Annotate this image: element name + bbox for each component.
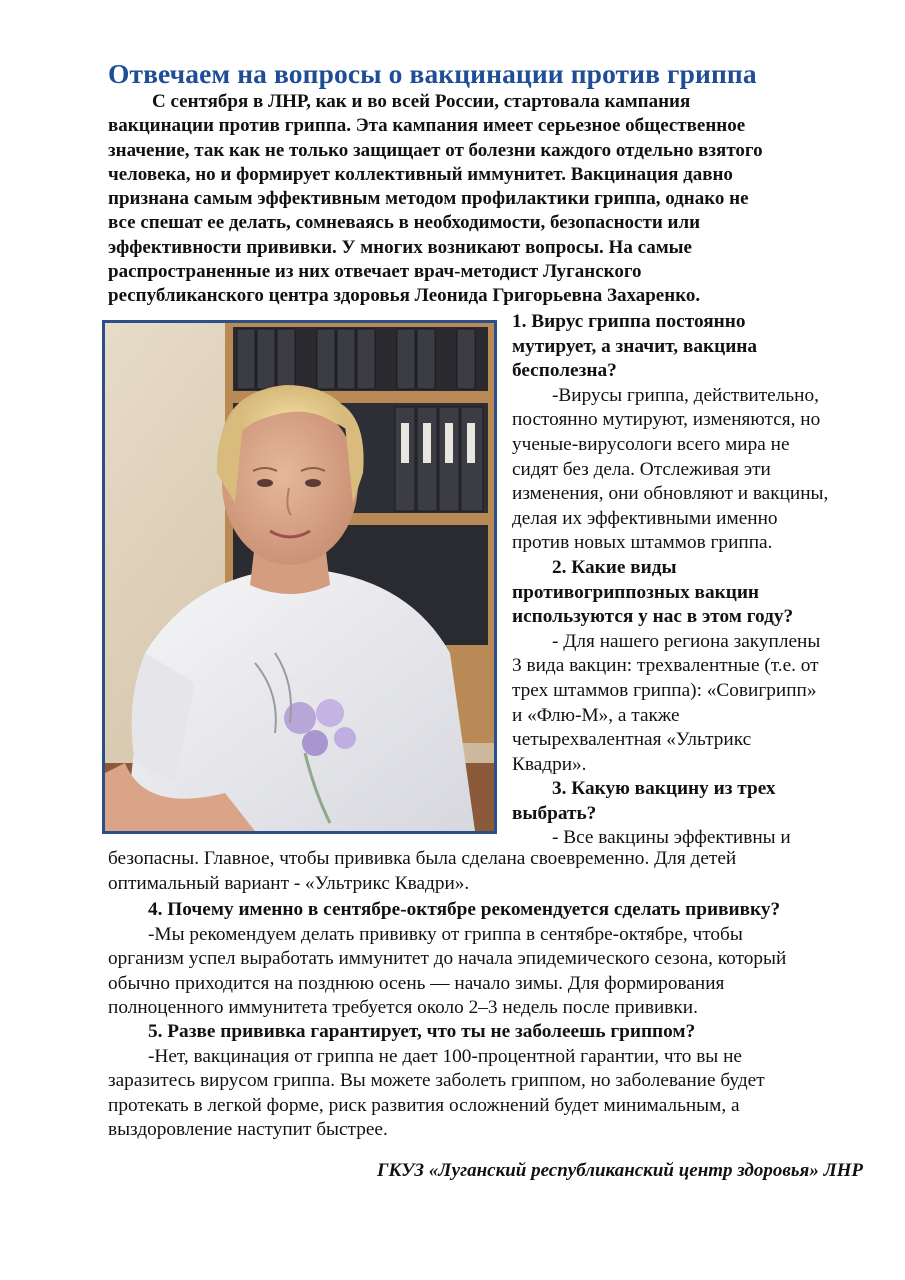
q5-answer-line: -Нет, вакцинация от гриппа не дает 100-процентной гарантии, что вы не bbox=[148, 1045, 742, 1067]
intro-line: республиканского центра здоровья Леонида Григорьевна Захаренко. bbox=[108, 285, 701, 307]
q3-answer-line: безопасны. Главное, чтобы прививка была сделана своевременно. Для детей bbox=[108, 848, 737, 869]
right-column bbox=[512, 310, 872, 851]
article-title: Отвечаем на вопросы о вакцинации против гриппа bbox=[108, 58, 757, 89]
q2-question-line: используются у нас в этом году? bbox=[512, 606, 794, 628]
q2-question-line: противогриппозных вакцин bbox=[512, 581, 760, 603]
q4-answer-line: -Мы рекомендуем делать прививку от гриппа в сентябре-октябре, чтобы bbox=[148, 923, 743, 945]
q5-block bbox=[108, 1020, 868, 1143]
q2-answer-line: Квадри». bbox=[512, 753, 587, 775]
q1-question-line: 1. Вирус гриппа постоянно bbox=[512, 311, 746, 332]
q2-answer-line: 3 вида вакцин: трехвалентные (т.е. от bbox=[512, 655, 819, 677]
q5-answer-line: протекать в легкой форме, риск развития осложнений будет минимальным, а bbox=[108, 1094, 740, 1116]
intro-line: признана самым эффективным методом профилактики гриппа, однако не bbox=[108, 188, 749, 210]
q4-answer-line: обычно приходится на позднюю осень — начало зимы. Для формирования bbox=[108, 972, 725, 994]
q5-question: 5. Разве прививка гарантирует, что ты не заболеешь гриппом? bbox=[148, 1021, 696, 1042]
q5-answer-line: заразитесь вирусом гриппа. Вы можете заболеть гриппом, но заболевание будет bbox=[108, 1070, 765, 1092]
q2-question-line: 2. Какие виды bbox=[552, 556, 677, 578]
intro-paragraph bbox=[108, 90, 860, 309]
q5-answer-line: выздоровление наступит быстрее. bbox=[108, 1119, 388, 1141]
q2-answer-line: и «Флю-М», а также bbox=[512, 704, 680, 726]
q1-answer-line: изменения, они обновляют и вакцины, bbox=[512, 483, 829, 505]
intro-line: значение, так как не только защищает от болезни каждого отдельно взятого bbox=[108, 139, 763, 161]
q1-answer-line: постоянно мутируют, изменяются, но bbox=[512, 409, 821, 431]
q1-question-line: бесполезна? bbox=[512, 360, 617, 382]
q4-question: 4. Почему именно в сентябре-октябре рекомендуется сделать прививку? bbox=[148, 899, 781, 920]
q3-question-line: выбрать? bbox=[512, 802, 597, 824]
intro-line: С сентября в ЛНР, как и во всей России, стартовала кампания bbox=[152, 91, 691, 112]
q4-block bbox=[108, 898, 868, 1021]
q1-answer-line: ученые-вирусологи всего мира не bbox=[512, 433, 790, 455]
intro-line: все спешат ее делать, сомневаясь в необходимости, безопасности или bbox=[108, 212, 701, 234]
intro-line: распространенные из них отвечает врач-методист Луганского bbox=[108, 261, 642, 283]
portrait-illustration bbox=[105, 323, 494, 831]
q3-question-line: 3. Какую вакцину из трех bbox=[552, 778, 776, 800]
intro-line: эффективности прививки. У многих возникают вопросы. На самые bbox=[108, 236, 692, 258]
q3-answer-line: оптимальный вариант - «Ультрикс Квадри». bbox=[108, 872, 470, 894]
q1-answer-line: против новых штаммов гриппа. bbox=[512, 532, 773, 554]
q1-question-line: мутирует, а значит, вакцина bbox=[512, 335, 758, 357]
intro-line: человека, но и формирует коллективный иммунитет. Вакцинация давно bbox=[108, 163, 733, 185]
q4-answer-line: организм успел выработать иммунитет до начала эпидемического сезона, который bbox=[108, 948, 787, 970]
q2-answer-line: - Для нашего региона закуплены bbox=[552, 630, 821, 652]
portrait-photo bbox=[102, 320, 497, 834]
intro-line: вакцинации против гриппа. Эта кампания имеет серьезное общественное bbox=[108, 115, 746, 137]
signature: ГКУЗ «Луганский республиканский центр здоровья» ЛНР bbox=[377, 1160, 863, 1181]
q1-answer-line: делая их эффективными именно bbox=[512, 507, 778, 529]
q3-answer-line: - Все вакцины эффективны и bbox=[552, 827, 791, 849]
q1-answer-line: сидят без дела. Отслеживая эти bbox=[512, 458, 771, 480]
q1-answer-line: -Вирусы гриппа, действительно, bbox=[552, 384, 819, 406]
q2-answer-line: трех штаммов гриппа): «Совигрипп» bbox=[512, 679, 817, 701]
q3-answer-continued bbox=[108, 847, 868, 896]
q2-answer-line: четырехвалентная «Ультрикс bbox=[512, 729, 752, 751]
q4-answer-line: полноценного иммунитета требуется около 2–3 недель после прививки. bbox=[108, 997, 698, 1019]
